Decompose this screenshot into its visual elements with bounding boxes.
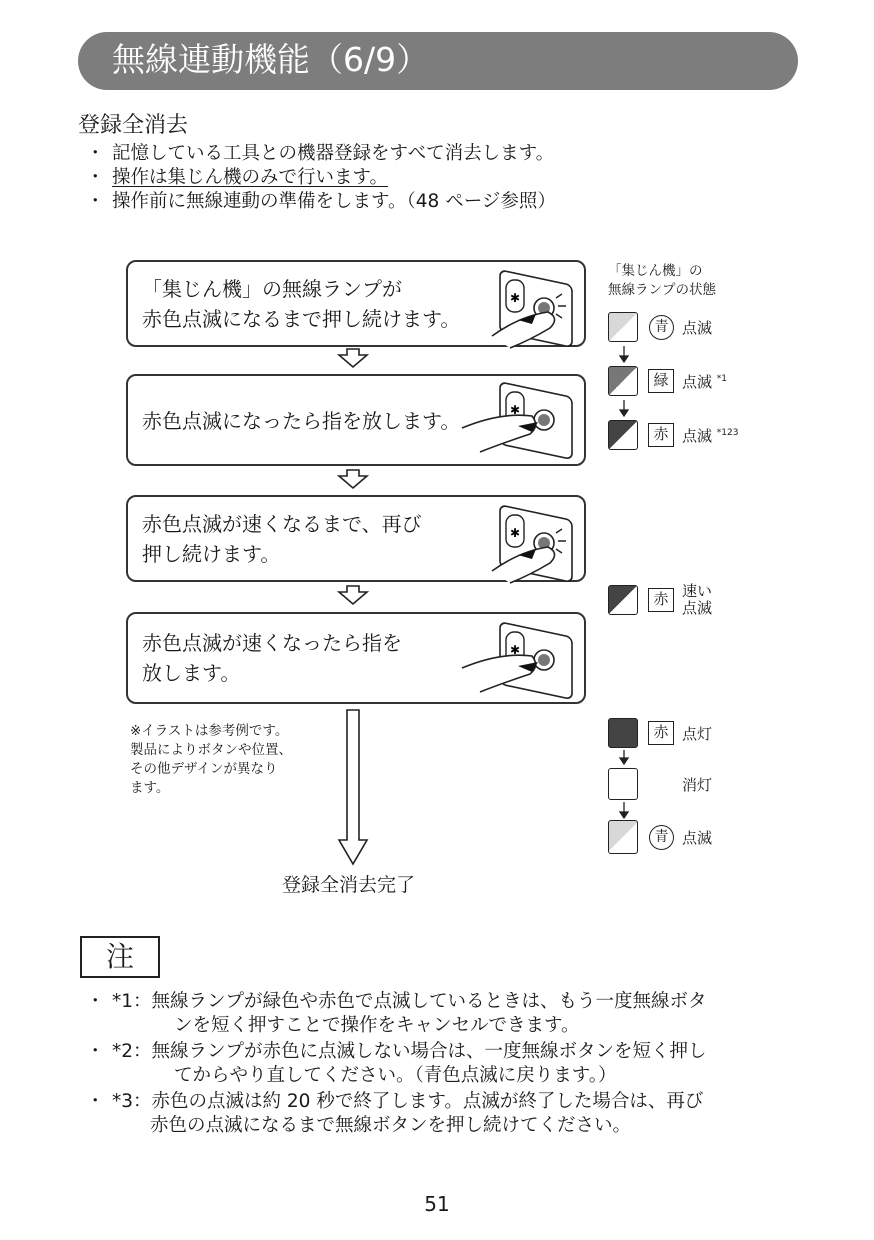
state-row: 赤 速い 点滅 xyxy=(608,583,712,617)
step-4-text: 赤色点滅が速くなったら指を 放します。 xyxy=(142,631,402,685)
page-title: 無線連動機能（6/9） xyxy=(112,40,430,79)
bullet-item: ・ 記憶している工具との機器登録をすべて消去します。 xyxy=(86,143,555,164)
flow-arrows xyxy=(339,349,367,864)
hand-press-illustration xyxy=(492,505,572,583)
lamp-off-icon xyxy=(608,768,638,800)
hand-press-illustration xyxy=(492,270,572,348)
state-panel-heading: 「集じん機」の 無線ランプの状態 xyxy=(608,263,716,298)
state-row: 緑 点滅 $^{*1}$ xyxy=(608,366,727,396)
lamp-solid-icon xyxy=(608,718,638,748)
hand-release-illustration xyxy=(462,382,572,459)
state-row: 赤 点灯 xyxy=(608,718,712,748)
bullet-item: ・ 操作前に無線連動の準備をします。（48 ページ参照） xyxy=(86,191,556,212)
illustration-note: ※イラストは参考例です。 製品によりボタンや位置、 その他デザインが異なり ます。 xyxy=(130,723,292,796)
state-row: 青 点滅 xyxy=(608,820,712,854)
lamp-blink-light-icon xyxy=(608,820,638,854)
state-row: 青 点滅 xyxy=(608,312,712,342)
state-row: 消灯 xyxy=(608,768,712,800)
bullet-item: ・ 操作は集じん機のみで行います。 xyxy=(86,167,389,188)
lamp-blink-mid-icon xyxy=(608,366,638,396)
note-item: ・ *3：赤色の点滅は約 20 秒で終了します。点滅が終了した場合は、再び 赤色の点滅になるまで無線ボタンを押し続けてください。 xyxy=(86,1091,704,1136)
note-item: ・ *1：無線ランプが緑色や赤色で点滅しているときは、もう一度無線ボタ ンを短く押すことで操作をキャンセルできます。 xyxy=(86,991,707,1036)
step-3-text: 赤色点滅が速くなるまで、再び 押し続けます。 xyxy=(142,512,422,566)
lamp-blink-dark-icon xyxy=(608,420,638,450)
completion-label: 登録全消去完了 xyxy=(282,874,416,896)
note-label: 注 xyxy=(80,936,160,978)
page-number: 51 xyxy=(424,1192,450,1216)
step-2-text: 赤色点滅になったら指を放します。 xyxy=(142,409,461,433)
step-1-text: 「集じん機」の無線ランプが 赤色点滅になるまで押し続けます。 xyxy=(142,277,461,331)
section-title: 登録全消去 xyxy=(78,113,189,138)
note-item: ・ *2：無線ランプが赤色に点滅しない場合は、一度無線ボタンを短く押し てからやり直してください。（青色点滅に戻ります。） xyxy=(86,1041,707,1086)
hand-release-illustration xyxy=(462,622,572,699)
lamp-blink-light-icon xyxy=(608,312,638,342)
diagram-graphics: ✱ xyxy=(0,0,874,1240)
lamp-fast-blink-icon xyxy=(608,585,638,615)
state-row: 赤 点滅 $^{*123}$ xyxy=(608,420,738,450)
